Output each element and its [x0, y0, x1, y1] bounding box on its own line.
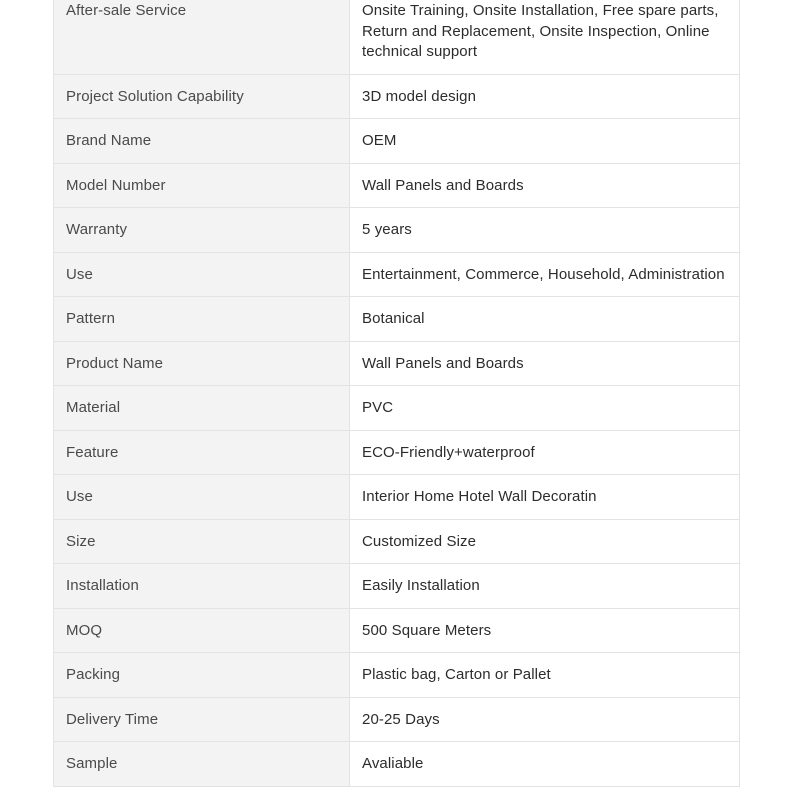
spec-key: Model Number	[54, 163, 350, 208]
spec-value: ECO-Friendly+waterproof	[350, 430, 740, 475]
spec-value: Onsite Training, Onsite Installation, Free spare parts, Return and Replacement, Onsite Inspection, Online technical support	[350, 0, 740, 74]
spec-value: Customized Size	[350, 519, 740, 564]
spec-key: Installation	[54, 564, 350, 609]
spec-key: Use	[54, 475, 350, 520]
table-row	[54, 519, 740, 564]
spec-key: Sample	[54, 742, 350, 787]
spec-value: 5 years	[350, 208, 740, 253]
spec-value: Plastic bag, Carton or Pallet	[350, 653, 740, 698]
spec-key: Size	[54, 519, 350, 564]
table-row	[54, 341, 740, 386]
spec-value: Wall Panels and Boards	[350, 341, 740, 386]
table-row	[54, 564, 740, 609]
table-row	[54, 653, 740, 698]
spec-value: Wall Panels and Boards	[350, 163, 740, 208]
spec-key: Brand Name	[54, 119, 350, 164]
table-row	[54, 608, 740, 653]
table-row	[54, 742, 740, 787]
table-row	[54, 386, 740, 431]
spec-key: Pattern	[54, 297, 350, 342]
spec-value: Easily Installation	[350, 564, 740, 609]
spec-value: 3D model design	[350, 74, 740, 119]
table-row	[54, 119, 740, 164]
table-row	[54, 163, 740, 208]
table-row	[54, 430, 740, 475]
spec-key: Use	[54, 252, 350, 297]
spec-value: Botanical	[350, 297, 740, 342]
spec-key: Feature	[54, 430, 350, 475]
table-row	[54, 252, 740, 297]
table-row	[54, 475, 740, 520]
spec-key: Project Solution Capability	[54, 74, 350, 119]
spec-key: After-sale Service	[54, 0, 350, 74]
spec-value: 500 Square Meters	[350, 608, 740, 653]
table-row	[54, 297, 740, 342]
spec-key: Product Name	[54, 341, 350, 386]
spec-value: Entertainment, Commerce, Household, Administration	[350, 252, 740, 297]
spec-key: Delivery Time	[54, 697, 350, 742]
spec-key: Packing	[54, 653, 350, 698]
spec-value: 20-25 Days	[350, 697, 740, 742]
table-row	[54, 0, 740, 74]
spec-key: MOQ	[54, 608, 350, 653]
spec-value: OEM	[350, 119, 740, 164]
table-row	[54, 74, 740, 119]
table-row	[54, 208, 740, 253]
spec-key: Material	[54, 386, 350, 431]
spec-value: Avaliable	[350, 742, 740, 787]
spec-value: Interior Home Hotel Wall Decoratin	[350, 475, 740, 520]
table-row	[54, 697, 740, 742]
spec-key: Warranty	[54, 208, 350, 253]
spec-value: PVC	[350, 386, 740, 431]
product-spec-table	[53, 0, 740, 787]
